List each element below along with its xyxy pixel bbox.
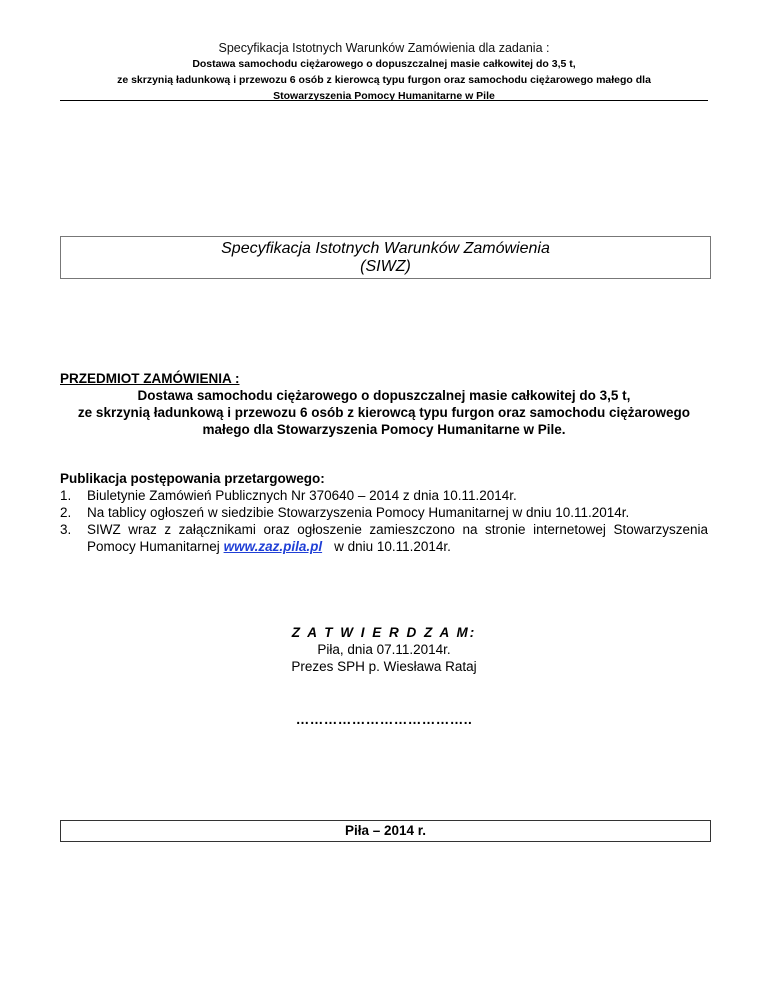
order-subject-line-2: ze skrzynią ładunkową i przewozu 6 osób z kierowcą typu furgon oraz samochodu ciężarowego <box>77 405 691 420</box>
order-subject-label: PRZEDMIOT ZAMÓWIENIA : <box>60 371 240 386</box>
header-subject-line-2: ze skrzynią ładunkową i przewozu 6 osób z kierowcą typu furgon oraz samochodu ciężarowego małego dla <box>117 74 651 86</box>
publication-heading: Publikacja postępowania przetargowego: <box>60 471 325 486</box>
approval-heading: Z A T W I E R D Z A M: <box>291 625 477 640</box>
approval-place-date: Piła, dnia 07.11.2014r. <box>317 642 451 657</box>
document-title-box <box>60 236 711 279</box>
order-subject-section <box>60 370 708 438</box>
approval-section <box>60 624 708 675</box>
list-item-text-after-link: w dniu 10.11.2014r. <box>334 539 451 554</box>
list-item-number: 3. <box>60 522 72 537</box>
order-subject-line-3: małego dla Stowarzyszenia Pomocy Humanitarne w Pile. <box>202 422 566 437</box>
list-item-text-before-link: SIWZ wraz z załącznikami oraz ogłoszenie zamieszczono na stronie internetowej Stowarzyszenia Pomocy Humanitarnej <box>87 522 708 554</box>
document-title: Specyfikacja Istotnych Warunków Zamówienia <box>221 240 550 257</box>
order-subject-line-1: Dostawa samochodu ciężarowego o dopuszczalnej masie całkowitej do 3,5 t, <box>137 388 631 403</box>
list-item <box>60 487 708 504</box>
list-item-text <box>87 521 708 555</box>
header-title: Specyfikacja Istotnych Warunków Zamówienia dla zadania : <box>218 41 550 55</box>
approval-signatory: Prezes SPH p. Wiesława Rataj <box>291 659 477 674</box>
list-item <box>60 504 708 521</box>
signature-line: ……………………………….. <box>295 712 473 727</box>
header-subject-line-3: Stowarzyszenia Pomocy Humanitarne w Pile <box>273 90 495 102</box>
header-divider <box>60 100 708 101</box>
list-item-text: Biuletynie Zamówień Publicznych Nr 370640 – 2014 z dnia 10.11.2014r. <box>87 488 517 503</box>
list-item <box>60 521 708 555</box>
publication-section <box>60 470 708 555</box>
list-item-number: 2. <box>60 505 72 520</box>
header-subject-line-1: Dostawa samochodu ciężarowego o dopuszczalnej masie całkowitej do 3,5 t, <box>192 58 576 70</box>
list-item-number: 1. <box>60 488 72 503</box>
website-link[interactable]: www.zaz.pila.pl <box>223 539 323 554</box>
footer-box <box>60 820 711 842</box>
document-title-abbreviation: (SIWZ) <box>360 258 411 275</box>
list-item-text: Na tablicy ogłoszeń w siedzibie Stowarzyszenia Pomocy Humanitarnej w dniu 10.11.2014r. <box>87 505 630 520</box>
footer-place-year: Piła – 2014 r. <box>344 823 427 838</box>
document-header <box>60 40 708 104</box>
